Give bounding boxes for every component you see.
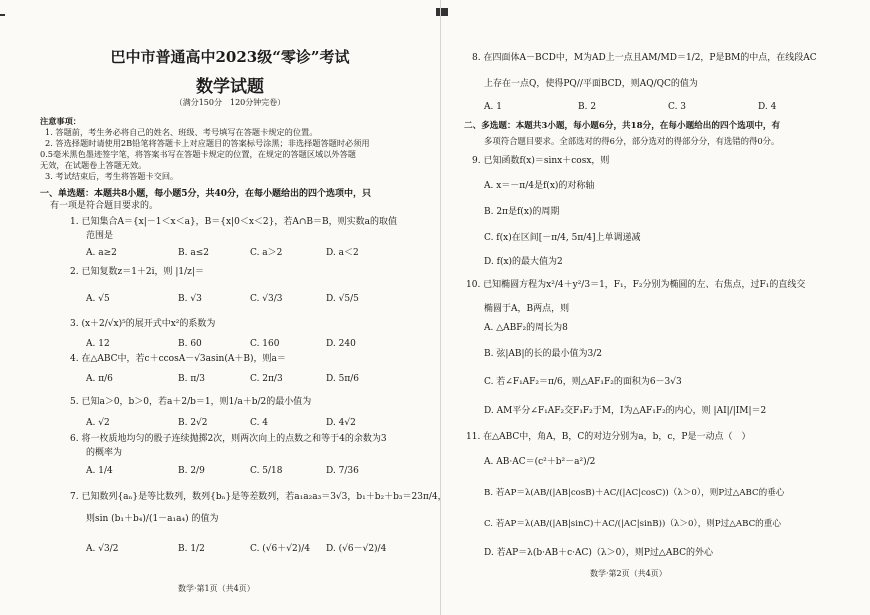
q2-option-c: C. √3/3 [250,294,283,304]
question-1: 1. 已知集合A＝{x|－1＜x＜a}，B＝{x|0＜x＜2}，若A∩B＝B，则实数a的取值 [70,217,398,227]
notice-line: 无效，在试题卷上答题无效。 [40,160,147,170]
q4-option-c: C. 2π/3 [250,374,283,384]
q7-option-a: A. √3/2 [86,544,119,554]
q9-option-d: D. f(x)的最大值为2 [484,257,563,267]
q11-option-a: A. AB·AC＝(c²＋b²－a²)/2 [484,457,596,467]
q10-option-d: D. AM平分∠F₁AF₂交F₁F₂于M，I为△AF₁F₂的内心，则 |AI|/|IM|＝2 [484,406,767,416]
q3-option-c: C. 160 [250,339,280,349]
q8-option-b: B. 2 [578,102,597,112]
q5-option-a: A. √2 [86,418,110,428]
page-footer: 数学·第1页（共4页） [178,584,255,593]
notice-heading: 注意事项： [40,116,81,126]
exam-note: （满分150分 120分钟完卷） [174,98,286,107]
question-3: 3. (x＋2/√x)⁵的展开式中x²的系数为 [70,319,216,329]
question-7-cont: 则sin (b₁＋b₄)/(1－a₁a₄) 的值为 [86,514,219,524]
q7-option-c: C. (√6＋√2)/4 [250,544,310,554]
question-5: 5. 已知a＞0，b＞0，若a＋2/b＝1，则1/a＋b/2的最小值为 [70,397,312,407]
q4-option-b: B. π/3 [178,374,206,384]
q1-option-b: B. a≤2 [178,248,209,258]
q4-option-d: D. 5π/6 [326,374,360,384]
q10-option-b: B. 弦|AB|的长的最小值为3/2 [484,349,602,359]
page-footer: 数学·第2页（共4页） [590,569,667,578]
question-2: 2. 已知复数z＝1＋2i，则 |1/z|＝ [70,267,204,277]
q8-option-d: D. 4 [758,102,777,112]
question-9: 9. 已知函数f(x)＝sinx＋cosx，则 [472,156,610,166]
q7-option-d: D. (√6－√2)/4 [326,544,387,554]
q5-option-b: B. 2√2 [178,418,208,428]
q6-option-d: D. 7/36 [326,466,359,476]
section2-cont: 多项符合题目要求。全部选对的得6分，部分选对的得部分分，有选错的得0分。 [484,136,780,146]
question-8: 8. 在四面体A－BCD中，M为AD上一点且AM/MD＝1/2，P是BM的中点，在线段AC [472,53,817,63]
question-10-cont: 椭圆于A，B两点，则 [484,304,570,314]
question-8-cont: 上存在一点Q，使得PQ//平面BCD，则AQ/QC的值为 [484,79,698,89]
q1-option-d: D. a＜2 [326,248,359,258]
question-6-cont: 的概率为 [86,448,123,458]
q1-option-c: C. a＞2 [250,248,283,258]
q5-option-c: C. 4 [250,418,269,428]
exam-subtitle: 数学试题 [196,77,264,97]
question-10: 10. 已知椭圆方程为x²/4＋y²/3＝1，F₁，F₂分别为椭圆的左、右焦点，过F₁的直线交 [466,280,806,290]
q10-option-c: C. 若∠F₁AF₂＝π/6，则△AF₁F₂的面积为6－3√3 [484,377,682,387]
question-1-cont: 范围是 [86,231,114,241]
q11-option-c: C. 若AP＝λ(AB/(|AB|sinC)＋AC/(|AC|sinB))（λ＞0），则P过△ABC的重心 [484,519,781,529]
question-7: 7. 已知数列{aₙ}是等比数列，数列{bₙ}是等差数列，若a₁a₂a₃＝3√3，b₁＋b₂＋b₃＝23π/4， [70,492,447,502]
q11-option-b: B. 若AP＝λ(AB/(|AB|cosB)＋AC/(|AC|cosC))（λ＞0），则P过△ABC的垂心 [484,488,785,498]
exam-title: 巴中市普通高中2023级“零诊”考试 [110,48,350,66]
q4-option-a: A. π/6 [86,374,113,384]
q9-option-a: A. x＝－π/4是f(x)的对称轴 [484,181,595,191]
notice-line: 0.5毫米黑色墨迹签字笔，将答案书写在答题卡规定的位置，在规定的答题区域以外答题 [40,149,356,159]
notice-line: 2. 答选择题时请使用2B铅笔将答题卡上对应题目的答案标号涂黑；非选择题答题时必须用 [45,138,370,148]
notice-line: 3. 考试结束后，考生将答题卡交回。 [45,171,179,181]
section2-title: 二、多选题：本题共3小题，每小题6分，共18分，在每小题给出的四个选项中，有 [464,121,781,131]
question-4: 4. 在△ABC中，若c＋ccosA－√3asin(A＋B)，则a＝ [70,354,286,364]
q3-option-d: D. 240 [326,339,356,349]
q6-option-b: B. 2/9 [178,466,205,476]
question-11: 11. 在△ABC中，角A，B，C的对边分别为a，b，c，P是一动点（ ） [466,432,751,442]
section1-cont: 有一项是符合题目要求的。 [50,201,159,211]
q2-option-d: D. √5/5 [326,294,359,304]
q8-option-a: A. 1 [484,102,502,112]
q9-option-c: C. f(x)在区间[－π/4, 5π/4]上单调递减 [484,233,641,243]
q7-option-b: B. 1/2 [178,544,205,554]
q2-option-b: B. √3 [178,294,202,304]
question-6: 6. 将一枚质地均匀的骰子连续抛掷2次，则两次向上的点数之和等于4的余数为3 [70,434,387,444]
q5-option-d: D. 4√2 [326,418,356,428]
q2-option-a: A. √5 [86,294,110,304]
q11-option-d: D. 若AP＝λ(b·AB＋c·AC)（λ＞0），则P过△ABC的外心 [484,548,713,558]
q6-option-a: A. 1/4 [86,466,113,476]
q3-option-a: A. 12 [86,339,110,349]
q6-option-c: C. 5/18 [250,466,283,476]
q3-option-b: B. 60 [178,339,202,349]
page-right [440,0,870,615]
q9-option-b: B. 2π是f(x)的周期 [484,207,560,217]
q1-option-a: A. a≥2 [86,248,117,258]
q10-option-a: A. △ABF₂的周长为8 [484,323,568,333]
q8-option-c: C. 3 [668,102,687,112]
section1-title: 一、单选题：本题共8小题，每小题5分，共40分，在每小题给出的四个选项中，只 [40,189,372,199]
notice-line: 1. 答题前，考生务必将自己的姓名、班级、考号填写在答题卡规定的位置。 [45,127,318,137]
